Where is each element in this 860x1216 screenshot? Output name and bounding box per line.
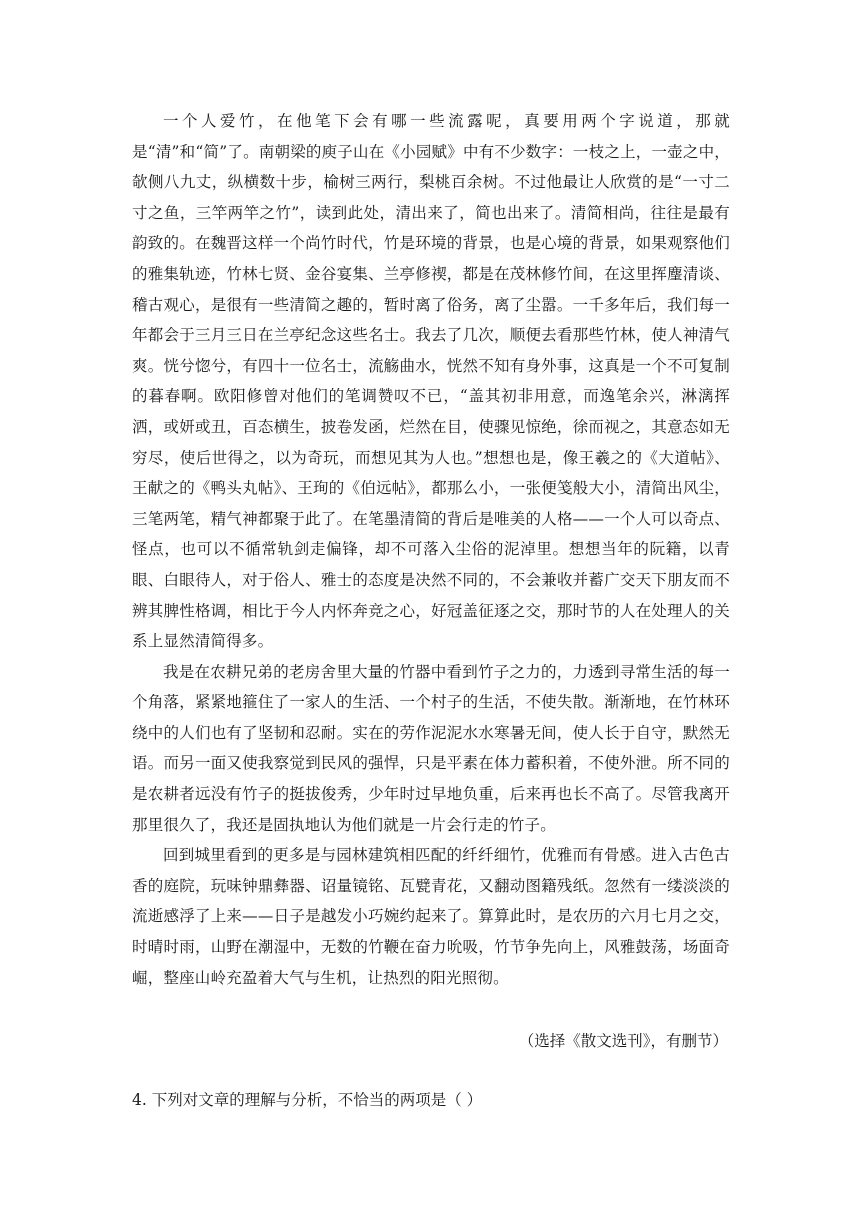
paragraph-1: 一个人爱竹，在他笔下会有哪一些流露呢，真要用两个字说道，那就是“清”和“简”了。南朝梁的庾子山在《小园赋》中有不少数字：一枝之上，一壶之中，欹侧八九丈，纵横数十步，榆树三两行，梨桃百余树。不过他最让人欣赏的是“一寸二寸之鱼，三竿两竿之竹”，读到此处，清出来了，简也出来了。清简相尚，往往是最有韵致的。在魏晋这样一个尚竹时代，竹是环境的背景，也是心境的背景，如果观察他们的雅集轨迹，竹林七贤、金谷宴集、兰亭修禊，都是在茂林修竹间，在这里挥麈清谈、稽古观心，是很有一些清简之趣的，暂时离了俗务，离了尘嚣。一千多年后，我们每一年都会于三月三日在兰亭纪念这些名士。我去了几次，顺便去看那些竹林，使人神清气爽。恍兮惚兮，有四十一位名士，流觞曲水，恍然不知有身外事，这真是一个不可复制的暮春啊。欧阳修曾对他们的笔调赞叹不已，“盖其初非用意，而逸笔余兴，淋漓挥洒，或妍或丑，百态横生，披卷发函，烂然在目，使骤见惊绝，徐而视之，其意态如无穷尽，使后世得之，以为奇玩，而想见其为人也。”想想也是，像王羲之的《大道帖》、王献之的《鸭头丸帖》、王珣的《伯远帖》，都那么小，一张便笺般大小，清简出风尘，三笔两笔，精气神都聚于此了。在笔墨清简的背后是唯美的人格——一个人可以奇点、怪点，也可以不循常轨剑走偏锋，却不可落入尘俗的泥淖里。想想当年的阮籍，以青眼、白眼待人，对于俗人、雅士的态度是决然不同的，不会兼收并蓄广交天下朋友而不辨其脾性格调，相比于今人内怀奔竞之心，好冠盖征逐之交，那时节的人在处理人的关系上显然清简得多。: [132, 112, 730, 651]
question-4: 4. 下列对文章的理解与分析，不恰当的两项是（ ）: [132, 1091, 483, 1109]
article-body: [132, 106, 730, 993]
source-note: （选择《散文选刊》，有删节）: [518, 1032, 728, 1050]
paragraph-2: 我是在农耕兄弟的老房舍里大量的竹器中看到竹子之力的，力透到寻常生活的每一个角落，紧紧地箍住了一家人的生活、一个村子的生活，不使失散。渐渐地，在竹林环绕中的人们也有了坚韧和忍耐。实在的劳作泥泥水水寒暑无间，使人长于自守，默然无语。而另一面又使我察觉到民风的强悍，只是平素在体力蓄积着，不使外泄。所不同的是农耕者远没有竹子的挺拔俊秀，少年时过早地负重，后来再也长不高了。尽管我离开那里很久了，我还是固执地认为他们就是一片会行走的竹子。: [132, 662, 730, 834]
paragraph-3: 回到城里看到的更多是与园林建筑相匹配的纤纤细竹，优雅而有骨感。进入古色古香的庭院，玩味钟鼎彝器、诏量镜铭、瓦甓青花，又翻动图籍残纸。忽然有一缕淡淡的流逝感浮了上来——日子是越发小巧婉约起来了。算算此时，是农历的六月七月之交，时晴时雨，山野在潮湿中，无数的竹鞭在奋力吮吸，竹节争先向上，风雅鼓荡，场面奇崛，整座山岭充盈着大气与生机，让热烈的阳光照彻。: [132, 846, 730, 987]
